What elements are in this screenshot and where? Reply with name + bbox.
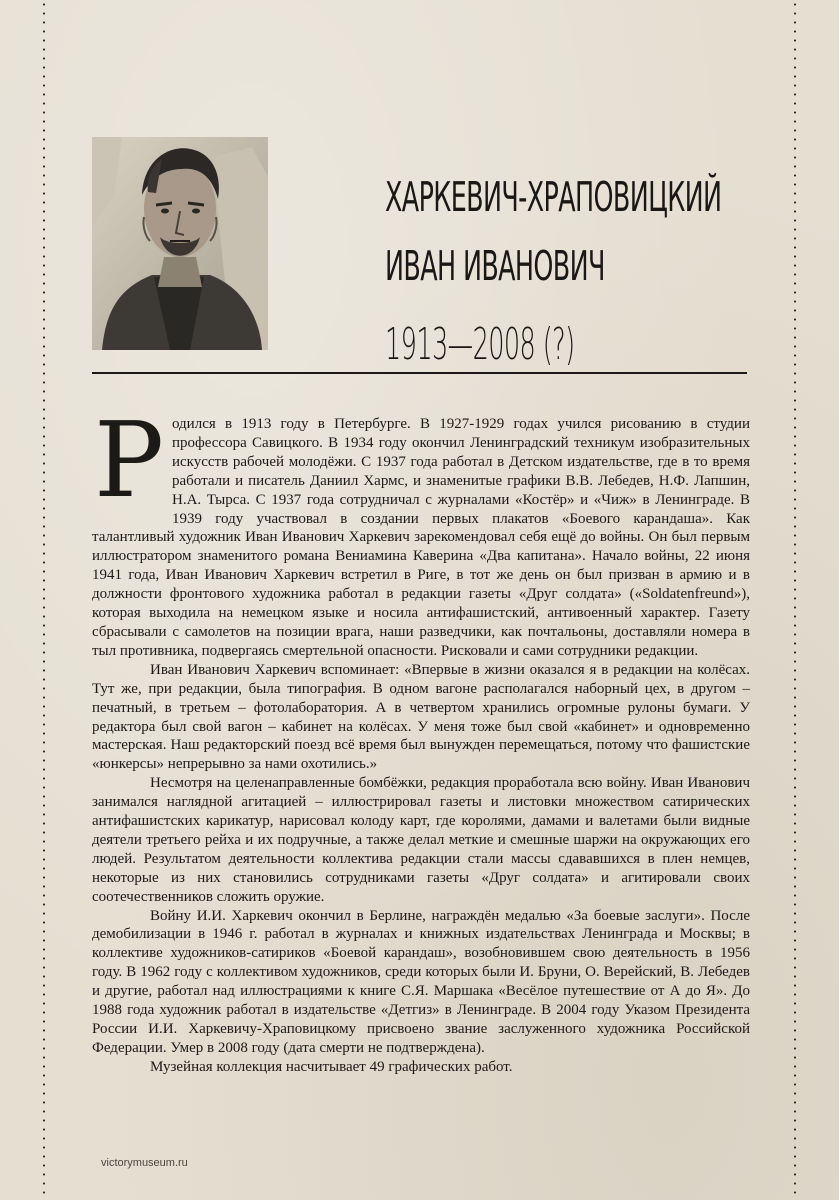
paragraph-4: Войну И.И. Харкевич окончил в Берлине, награждён медалью «За боевые заслуги». После демобилизации в 1946 г. работал в журналах и книжных издательствах Ленинграда и Москвы; в коллективе художников-сатириков «Боевой карандаш», возобновившем свою деятельность в 1956 году. В 1962 году с коллективом художников, среди которых были И. Бруни, О. Верейский, В. Лебедев и другие, работал над иллюстрациями к книге С.Я. Маршака «Весёлое путешествие от А до Я». До 1988 года художник работал в издательстве «Детгиз» в Ленинграде. В 2004 году Указом Президента России И.И. Харкевичу-Храповицкому присвоено звание заслуженного художника Российской Федерации. Умер в 2008 году (дата смерти не подтверждена). xyxy=(92,907,750,1056)
paragraph-1-text: одился в 1913 году в Петербурге. В 1927-1929 годах учился рисованию в студии профессора Савицкого. В 1934 году окончил Ленинградский техникум изобразительных искусств рабочей молодёжи. С 1937 года работал в Детском издательстве, где в то время работали и писатель Даниил Хармс, и знаменитые графики В.В. Лебедев, Н.Ф. Лапшин, Н.А. Тырса. С 1937 года сотрудничал с журналами «Костёр» и «Чиж» в Ленинграде. В 1939 году участвовал в создании первых плакатов «Боевого карандаша». Как талантливый художник Иван Иванович Харкевич зарекомендовал себя ещё до войны. Он был первым иллюстратором знаменитого романа Вениамина Каверина «Два капитана». Начало войны, 22 июня 1941 года, Иван Иванович Харкевич встретил в Риге, в тот же день он был призван в армию и в должности фронтового художника работал в редакции газеты «Друг солдата» («Soldatenfreund»), которая выходила на немецком языке и носила антифашистский, антивоенный характер. Газету сбрасывали с самолетов на позиции врага, наши разведчики, как почтальоны, доставляли номера в тыл противника, подвергаясь смертельной опасности. Рисковали и сами сотрудники редакции. xyxy=(92,416,750,659)
paragraph-2: Иван Иванович Харкевич вспоминает: «Впервые в жизни оказался я в редакции на колёсах. Тут же, при редакции, была типография. В одном вагоне располагался наборный цех, в другом – печатный, в третьем – фотолаборатория. А в четвертом хранились огромные рулоны бумаги. У редактора был свой вагон – кабинет на колёсах. У меня тоже был свой «кабинет» и одновременно мастерская. Наш редакторский поезд всё время был вынужден перемещаться, потому что фашистские «юнкерсы» непрерывно за нами охотились.» xyxy=(92,661,750,773)
dotted-border-right xyxy=(794,0,796,1200)
dotted-border-left xyxy=(43,0,45,1200)
paragraph-5: Музейная коллекция насчитывает 49 графических работ. xyxy=(150,1058,513,1075)
name-line-2: ИВАН ИВАНОВИЧ xyxy=(385,242,605,290)
paragraph-1 xyxy=(92,399,750,661)
life-dates: 1913—2008 (?) xyxy=(385,319,575,370)
heading-divider xyxy=(92,372,747,374)
portrait-image xyxy=(92,137,268,350)
name-line-1: ХАРКЕВИЧ-ХРАПОВИЦКИЙ xyxy=(385,173,722,221)
footer-url: victorymuseum.ru xyxy=(101,1157,188,1169)
biography-text xyxy=(92,399,750,1077)
paragraph-3: Несмотря на целенаправленные бомбёжки, редакция проработала всю войну. Иван Иванович занимался наглядной агитацией – иллюстрировал газеты и листовки множеством сатирических антифашистских карикатур, нарисовал колоду карт, где королями, дамами и валетами были видные деятели третьего рейха и их подручные, а также делал меткие и смешные шаржи на окружающих его людей. Результатом деятельности коллектива редакции стали массы сдававшихся в плен немцев, некоторые из них становились сотрудниками газеты «Друг солдата» и агитировали своих соотечественников сложить оружие. xyxy=(92,775,750,905)
drop-cap: Р xyxy=(94,399,164,521)
title-block xyxy=(385,175,785,369)
